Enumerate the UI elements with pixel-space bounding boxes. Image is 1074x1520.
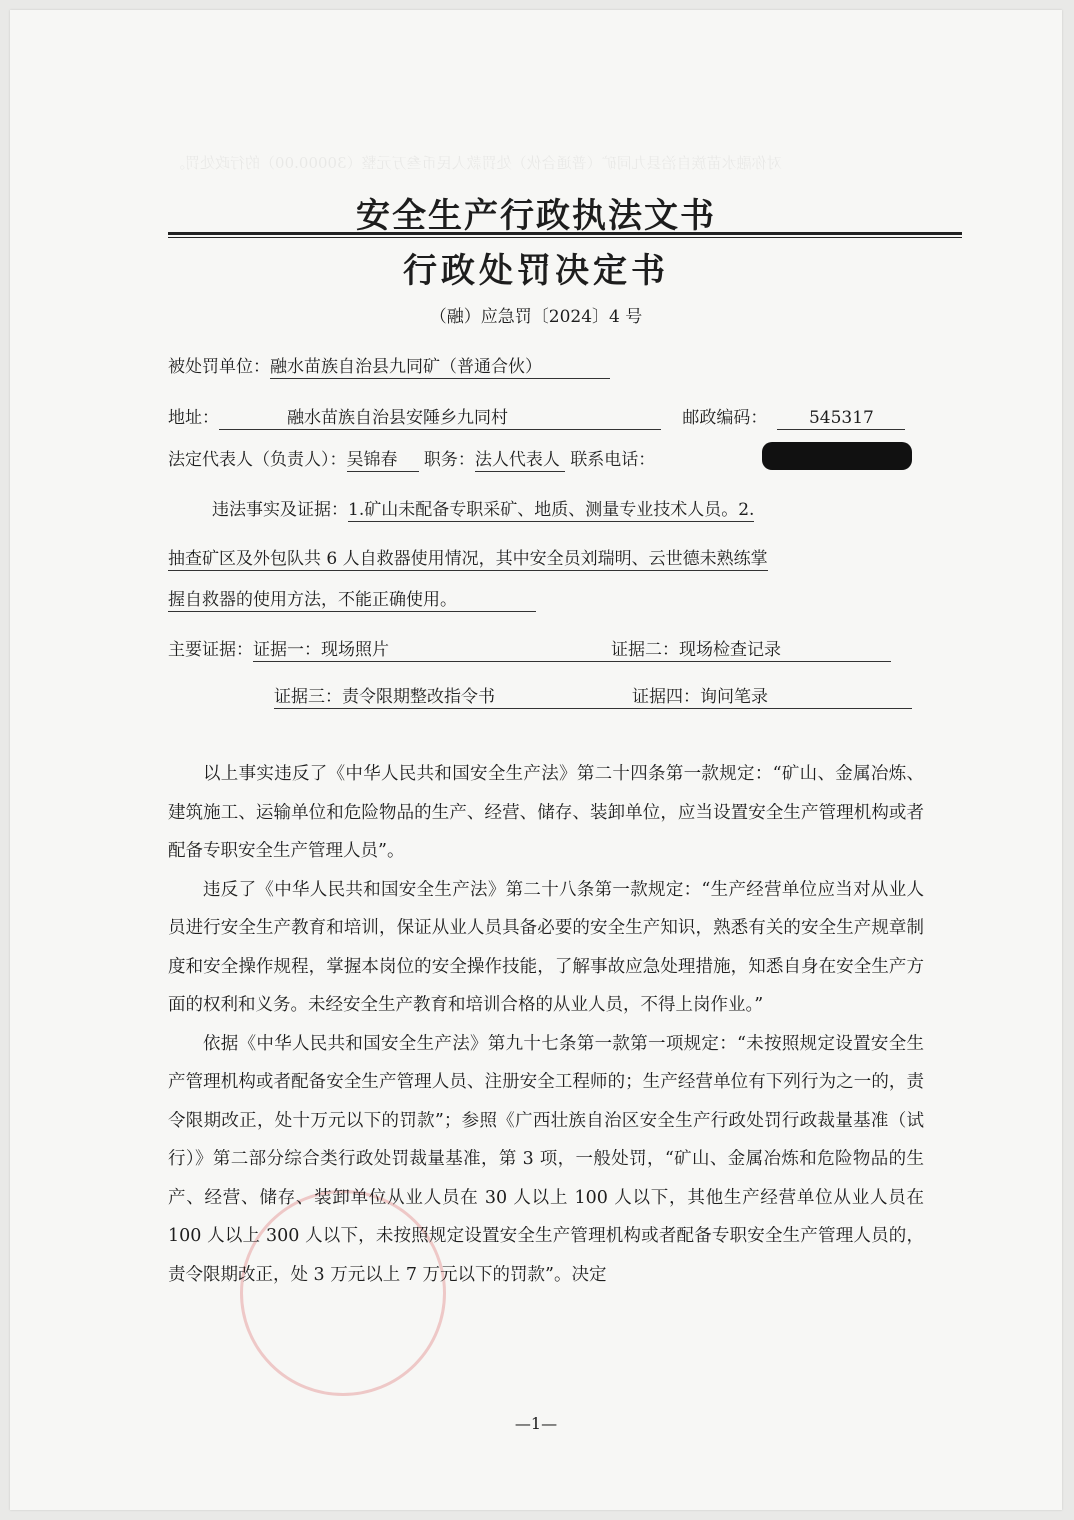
position-label: 职务： (423, 450, 475, 470)
penalized-unit-row (168, 355, 610, 379)
facts-line-3: 握自救器的使用方法，不能正确使用。 (168, 589, 536, 612)
postcode-value: 545317 (777, 407, 905, 430)
evidence-1: 证据一：现场照片 (253, 639, 611, 662)
evidence-row-2 (274, 685, 912, 709)
document-series-title: 安全生产行政执法文书 (356, 196, 716, 236)
body-paragraph: 违反了《中华人民共和国安全生产法》第二十八条第一款规定：“生产经营单位应当对从业人员进行安全生产教育和培训，保证从业人员具备必要的安全生产知识，熟悉有关的安全生产规章制度和安全操作规程，掌握本岗位的安全操作技能，了解事故应急处理措施，知悉自身在安全生产方面的权利和义务。未经安全生产教育和培训合格的从业人员，不得上岗作业。” (168, 879, 924, 1015)
facts-line-2: 抽查矿区及外包队共 6 人自救器使用情况，其中安全员刘瑞明、云世德未熟练掌 (168, 549, 768, 569)
address-label: 地址： (168, 408, 219, 428)
bleed-through-text: 对你融水苗族自治县九同矿（普通合伙）处罚款人民币叁万元整（30000.00）的行政处罚。 (170, 154, 782, 172)
address-value: 融水苗族自治县安陲乡九同村 (219, 407, 661, 430)
representative-row (168, 448, 655, 472)
representative-value: 吴锦春 (347, 449, 419, 472)
document-number: （融）应急罚〔2024〕4 号 (429, 307, 643, 327)
evidence-row-1 (168, 638, 891, 662)
evidence-label: 主要证据： (168, 640, 253, 660)
body-text (168, 755, 924, 1294)
facts-label: 违法事实及证据： (212, 500, 348, 520)
penalized-unit-label: 被处罚单位： (168, 357, 270, 377)
evidence-4: 证据四：询问笔录 (632, 686, 912, 709)
address-row (168, 406, 905, 430)
title-rule (168, 232, 962, 238)
representative-label: 法定代表人（负责人）： (168, 450, 347, 470)
document-title: 行政处罚决定书 (403, 251, 669, 291)
position-value: 法人代表人 (475, 449, 565, 472)
body-paragraph: 以上事实违反了《中华人民共和国安全生产法》第二十四条第一款规定：“矿山、金属冶炼、建筑施工、运输单位和危险物品的生产、经营、储存、装卸单位，应当设置安全生产管理机构或者配备专职安全生产管理人员”。 (168, 764, 924, 861)
document-page (10, 10, 1062, 1510)
facts-row-2 (168, 547, 768, 571)
redacted-phone-number (762, 442, 912, 470)
page-number: —1— (514, 1414, 558, 1433)
body-paragraph: 依据《中华人民共和国安全生产法》第九十七条第一款第一项规定：“未按照规定设置安全生产管理机构或者配备安全生产管理人员、注册安全工程师的；生产经营单位有下列行为之一的，责令限期改正，处十万元以下的罚款”；参照《广西壮族自治区安全生产行政处罚行政裁量基准（试行）》第二部分综合类行政处罚裁量基准，第 3 项，一般处罚，“矿山、金属冶炼和危险物品的生产、经营、储存、装卸单位从业人员在 30 人以上 100 人以下，其他生产经营单位从业人员在 100 人以上 300 人以下，未按照规定设置安全生产管理机构或者配备专职安全生产管理人员的，责令限期改正，处 3 万元以上 7 万元以下的罚款”。决定 (168, 1033, 924, 1285)
phone-label: 联系电话： (570, 450, 656, 470)
facts-row-1 (212, 498, 754, 522)
evidence-3: 证据三：责令限期整改指令书 (274, 686, 632, 709)
penalized-unit-value: 融水苗族自治县九同矿（普通合伙） (270, 356, 610, 379)
facts-row-3 (168, 588, 536, 612)
postcode-label: 邮政编码： (682, 408, 768, 428)
evidence-2: 证据二：现场检查记录 (611, 639, 891, 662)
facts-line-1: 1.矿山未配备专职采矿、地质、测量专业技术人员。2. (348, 500, 755, 520)
